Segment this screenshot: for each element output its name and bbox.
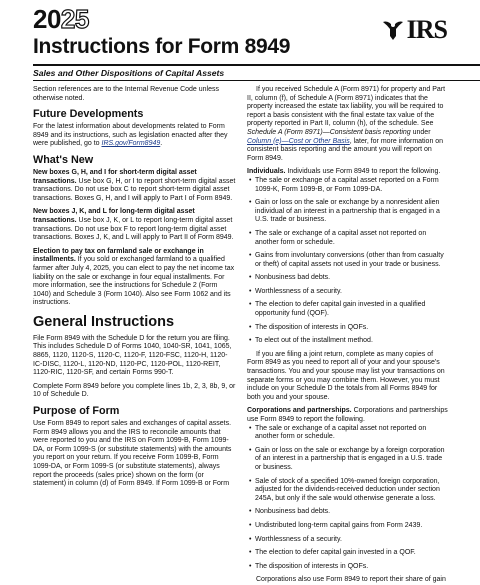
general-instructions-heading: General Instructions [33,313,175,330]
list-item: • The sale or exchange of a capital asset reported on a Form 1099-K, Form 1099-B, or Form 1099-DA. [247,177,450,194]
list-item: • To elect out of the installment method. [247,337,450,346]
document-subtitle: Sales and Other Dispositions of Capital Assets [33,68,225,78]
list-item: • The sale or exchange of a capital asset not reported on another form or schedule. [247,230,450,247]
corporations-share-text: Corporations also use Form 8949 to report their share of gain [256,576,446,584]
tax-year: 2025 [33,4,89,34]
form8971-paragraph: If you received Schedule A (Form 8971) for property and Part II, column (f), of Schedule A (Form 8971) indicates that the property increased the estate tax liability, you will be required to report a basis consistent with the final estate tax value of the property reported in Part II, column (h), of the schedule. See Schedule A (Form 8971)—Consistent basis reporting under Column (e)—Cost or Other Basis, later, for more information on consistent basis reporting and the amount you will report on Form 8949. [247,86,446,162]
list-item: • Gain or loss on the sale or exchange by a nonresident alien individual of an interest in a partnership that is engaged in a U.S. trade or business. [247,199,450,225]
list-item: • The sale or exchange of a capital asset not reported on another form or schedule. [247,425,450,442]
list-item: • The disposition of interests in QOFs. [247,563,450,572]
list-item: • Gains from involuntary conversions (other than from casualty or theft) of capital assets not used in your trade or business. [247,252,450,269]
header-rule-bottom [33,80,480,81]
farmland-election: Election to pay tax on farmland sale or exchange in installments. If you sold or exchanged farmland to a qualified farmer after July 4, 2025, you can elect to pay the net income tax liability on the sale or exchange in four equal installments. For more information, see the instructions for Schedule 2 (Form 1040) and Schedule 3 (Form 1040). Also see Form 1062 and its instructions. [33,247,235,307]
irs-logo-text: IRS [406,15,447,44]
general-instructions-text: File Form 8949 with the Schedule D for the return you are filing. This includes Schedule D of Forms 1040, 1040-SR, 1041, 1065, 8865, 1120, 1120-S, 1120-C, 1120-F, 1120-FSC, 1120-H, 1120-IC-DISC, 1120-L, 1120-ND, 1120-PC, 1120-POL, 1120-REIT, 1120-RIC, 1120-SF, and certain Forms 990-T. [33,334,232,377]
joint-return-text: If you are filing a joint return, complete as many copies of Form 8949 as you need to report all of your and your spouse's transactions. You and your spouse may list your transactions on separate forms or you may combine them. However, you must include on your Schedule D the totals from all Forms 8949 for both you and your spouse. [247,350,445,401]
list-item: • The disposition of interests in QOFs. [247,324,450,333]
future-developments-text: For the latest information about developments related to Form 8949 and its instructions, such as legislation enacted after they were published, go to IRS.gov/Form8949. [33,123,228,148]
list-item: • Gain or loss on the sale or exchange by a foreign corporation of an interest in a partnership that is engaged in a U.S. trade or business. [247,447,450,473]
list-item: • Worthlessness of a security. [247,288,450,297]
irs-logo [382,17,447,43]
list-item: • The election to defer capital gain invested in a qualified opportunity fund (QOF). [247,301,450,318]
list-item: • Nonbusiness bad debts. [247,508,450,517]
header-rule-top [33,64,480,66]
purpose-of-form-heading: Purpose of Form [33,405,120,418]
new-long-term-boxes: New boxes J, K, and L for long-term digital asset transactions. Use box J, K, or L to report long-term digital asset transactions. Do not use box F to report long-term digital asset transactions. Boxes J, K, and L will apply to Part II of Form 8949. [33,208,234,242]
corporations-intro: Corporations and partnerships. Corporations and partnerships use Form 8949 to report the following. [247,407,448,423]
individuals-intro: Individuals. Individuals use Form 8949 to report the following. [247,168,441,176]
left-column [33,86,236,489]
corporations-list [247,425,450,572]
column-e-link[interactable]: Column (e)—Cost or Other Basis [247,137,350,145]
list-item: • The election to defer capital gain invested in a QOF. [247,549,450,558]
document-title: Instructions for Form 8949 [33,35,291,58]
list-item: • Worthlessness of a security. [247,536,450,545]
whats-new-heading: What's New [33,153,94,166]
individuals-list [247,177,450,346]
right-column [247,86,450,585]
document-header [33,5,447,59]
list-item: • Sale of stock of a specified 10%-owned foreign corporation, adjusted for the dividends-received deduction under section 245A, but only if the sale would otherwise generate a loss. [247,478,450,504]
intro-text: Section references are to the Internal Revenue Code unless otherwise noted. [33,86,220,102]
complete-before-text: Complete Form 8949 before you complete lines 1b, 2, 3, 8b, 9, or 10 of Schedule D. [33,382,236,399]
list-item: • Undistributed long-term capital gains from Form 2439. [247,522,450,531]
list-item: • Nonbusiness bad debts. [247,274,450,283]
purpose-of-form-text: Use Form 8949 to report sales and exchanges of capital assets. Form 8949 allows you and the IRS to reconcile amounts that were reported to you and the IRS on Form 1099-B, Form 1099-DA, or Form 1099-S (or substitute statements) with the amounts you report on your return. If you receive Form 1099-B, Form 1099-DA, or Form 1099-S (or substitute statements), always report the proceeds (sales price) shown on the form (or statement) in column (d) of Form 8949. If Form 1099-B or Form [33,420,232,488]
new-short-term-boxes: New boxes G, H, and I for short-term digital asset transactions. Use box G, H, or I to report short-term digital asset transactions. Do not use box C to report short-term digital asset transactions. Boxes G, H, and I will apply to Part I of Form 8949. [33,168,236,202]
form8949-link[interactable]: IRS.gov/Form8949 [101,140,161,148]
eagle-icon [382,18,404,42]
future-developments-heading: Future Developments [33,108,144,121]
